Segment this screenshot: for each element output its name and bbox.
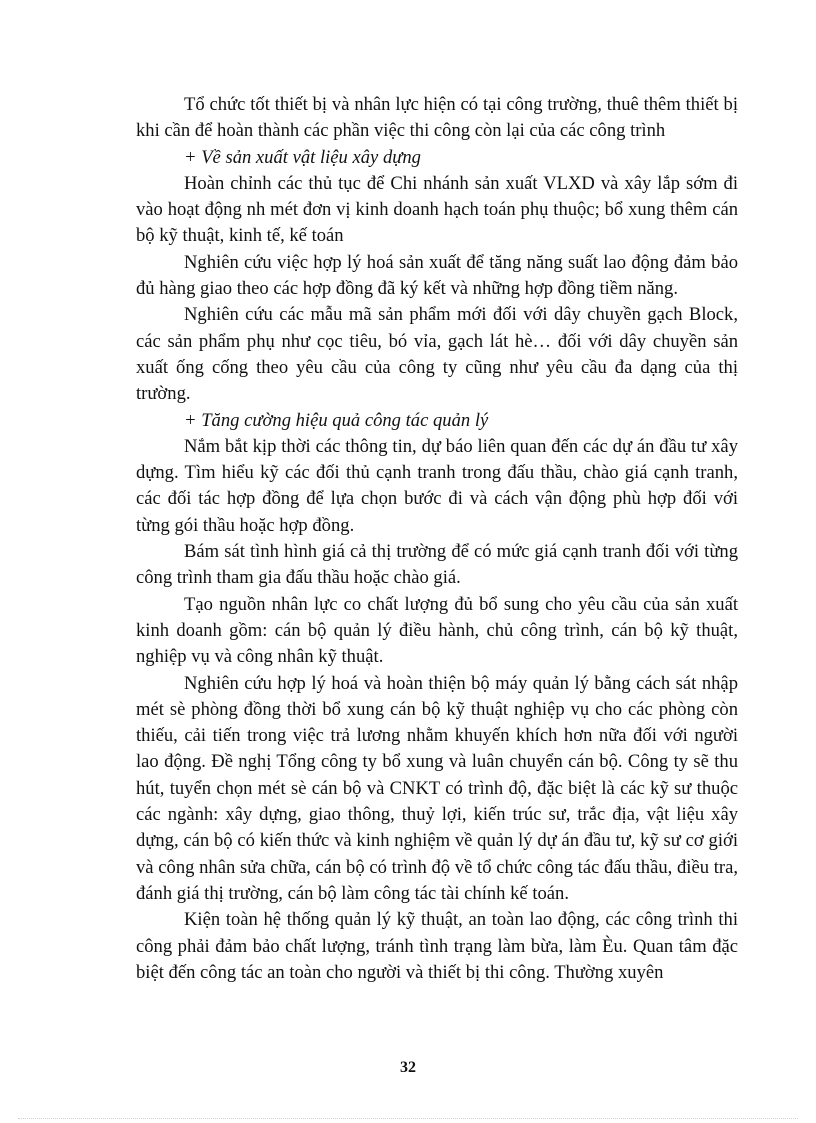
paragraph-market-information: Nắm bắt kịp thời các thông tin, dự báo liên quan đến các dự án đầu tư xây dựng. Tìm hiểu kỹ các đối thủ cạnh tranh trong đấu thầu, chào giá cạnh tranh, các đối tác hợp đồng để lựa chọn bước đi và cách vận động phù hợp đối với từng gói thầu hoặc hợp đồng.: [136, 435, 738, 536]
section-heading-materials-production: + Về sản xuất vật liệu xây dựng: [184, 146, 421, 168]
page-body: [136, 92, 738, 986]
bottom-divider: [18, 1118, 798, 1119]
section-heading-management-efficiency: + Tăng cường hiệu quả công tác quản lý: [184, 409, 489, 431]
paragraph-equipment-workforce: Tổ chức tốt thiết bị và nhân lực hiện có tại công trường, thuê thêm thiết bị khi cần để hoàn thành các phần việc thi công còn lại của các công trình: [136, 94, 738, 142]
paragraph-rationalize-production: Nghiên cứu việc hợp lý hoá sản xuất để tăng năng suất lao động đảm bảo đủ hàng giao theo các hợp đồng đã ký kết và những hợp đồng tiềm năng.: [136, 251, 738, 300]
paragraph-new-product-designs: Nghiên cứu các mẫu mã sản phẩm mới đối với dây chuyền gạch Block, các sản phẩm phụ như cọc tiêu, bó vỉa, gạch lát hè… đối với dây chuyền sản xuất ống cống theo yêu cầu của công ty cũng như yêu cầu đa dạng của thị trường.: [136, 304, 738, 405]
paragraph-human-resources: Tạo nguồn nhân lực co chất lượng đủ bổ sung cho yêu cầu của sản xuất kinh doanh gồm: cán bộ quản lý điều hành, chủ công trình, cán bộ kỹ thuật, nghiệp vụ và công nhân kỹ thuật.: [136, 593, 738, 668]
paragraph-technical-safety: Kiện toàn hệ thống quản lý kỹ thuật, an toàn lao động, các công trình thi công phải đảm bảo chất lượng, tránh tình trạng làm bừa, làm Èu. Quan tâm đặc biệt đến công tác an toàn cho người và thiết bị thi công. Thường xuyên: [136, 909, 738, 983]
paragraph-organization-restructure: Nghiên cứu hợp lý hoá và hoàn thiện bộ máy quản lý bằng cách sát nhập mét sè phòng đồng thời bổ xung cán bộ kỹ thuật nghiệp vụ cho các phòng còn thiếu, cải tiến trong việc trả lương nhằm khuyến khích hơn nữa đối với người lao động. Đề nghị Tổng công ty bổ xung và luân chuyển cán bộ. Công ty sẽ thu hút, tuyển chọn mét sè cán bộ và CNKT có trình độ, đặc biệt là các kỹ sư thuộc các ngành: xây dựng, giao thông, thuỷ lợi, kiến trúc sư, trắc địa, vật liệu xây dựng, cán bộ có kiến thức và kinh nghiệm về quản lý dự án đầu tư, kỹ sư cơ giới và công nhân sửa chữa, cán bộ có trình độ về tổ chức công tác đấu thầu, điều tra, đánh giá thị trường, cán bộ làm công tác tài chính kế toán.: [136, 672, 738, 904]
paragraph-branch-procedures: Hoàn chỉnh các thủ tục để Chi nhánh sản xuất VLXD và xây lắp sớm đi vào hoạt động nh mét đơn vị kinh doanh hạch toán phụ thuộc; bổ xung thêm cán bộ kỹ thuật, kinh tế, kế toán: [136, 172, 738, 247]
paragraph-price-tracking: Bám sát tình hình giá cả thị trường để có mức giá cạnh tranh đối với từng công trình tham gia đấu thầu hoặc chào giá.: [136, 541, 738, 589]
page-number: 32: [400, 1059, 416, 1076]
